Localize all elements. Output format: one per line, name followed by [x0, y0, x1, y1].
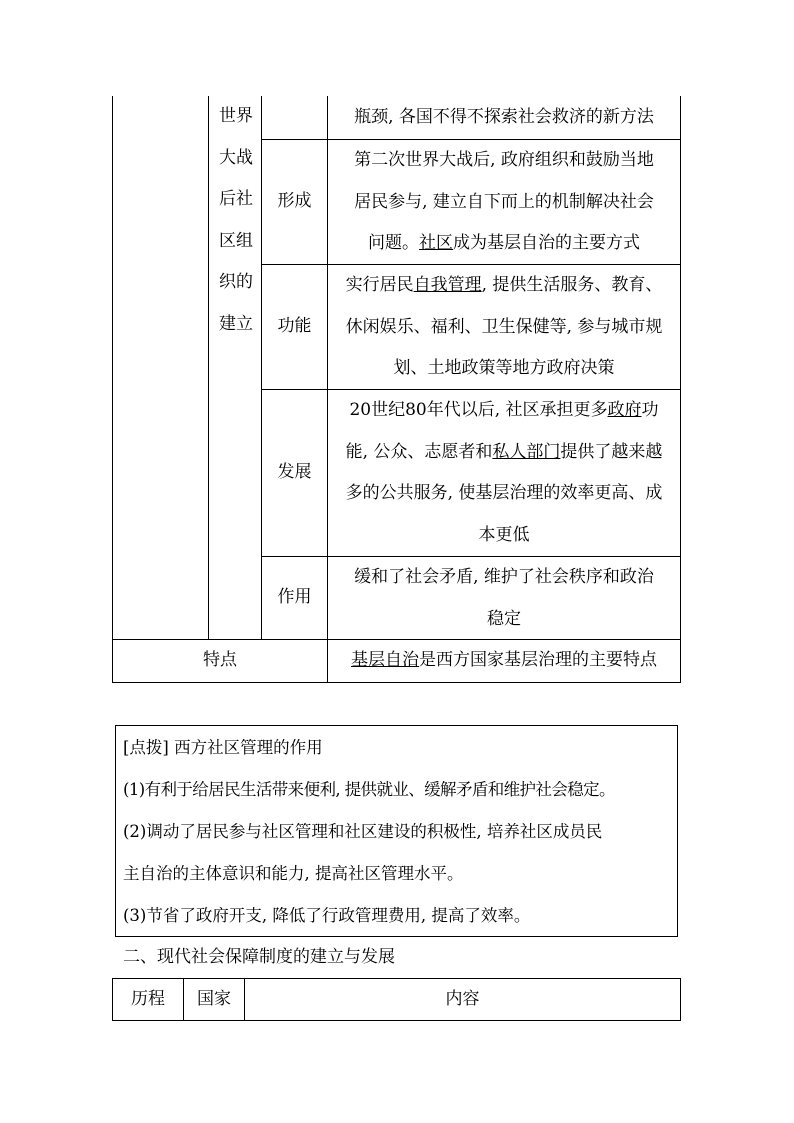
text-segment: 成为基层自治的主要方式	[453, 233, 640, 253]
tip-item-2-cont: 主自治的主体意识和能力, 提高社区管理水平。	[123, 864, 464, 883]
text-segment: 本更低	[478, 524, 530, 545]
content-line	[328, 557, 680, 599]
content-line	[328, 390, 680, 432]
text-segment: 问题。	[368, 233, 419, 253]
header-country: 国家	[197, 989, 231, 1009]
text-segment: 稳定	[487, 608, 521, 629]
underlined-term: 自我管理	[413, 275, 482, 295]
text-segment: 是西方国家基层治理的主要特点	[419, 650, 657, 670]
section-label-line: 织的	[219, 272, 253, 292]
section-label-postwar-community	[214, 96, 258, 345]
content-cell-intro	[328, 97, 680, 139]
underlined-term: 基层自治	[351, 650, 419, 670]
header-content: 内容	[445, 989, 480, 1009]
text-segment: 瓶颈, 各国不得不探索社会救济的新方法	[354, 107, 654, 127]
section-label-line: 区组	[219, 230, 253, 251]
underlined-term: 政府	[607, 400, 642, 420]
row-label-function: 功能	[277, 316, 312, 336]
tip-item-2: (2)调动了居民参与社区管理和社区建设的积极性, 培养社区成员民	[123, 822, 603, 841]
text-segment: 多的公共服务, 使基层治理的效率更高、成	[345, 483, 663, 503]
row-label-feature: 特点	[203, 650, 237, 670]
text-segment: 20世纪80年代以后, 社区承担更多	[349, 400, 608, 420]
content-line	[328, 307, 680, 349]
tip-item-1: (1)有利于给居民生活带来便利, 提供就业、缓解矛盾和维护社会稳定。	[123, 780, 615, 799]
content-line	[328, 97, 680, 139]
text-segment: 提供了越来越	[560, 441, 663, 462]
text-segment: 实行居民	[345, 275, 414, 295]
section-label-line: 大战	[219, 147, 253, 168]
text-segment: 功	[641, 400, 659, 420]
underlined-term: 社区	[419, 233, 453, 253]
text-segment: 第二次世界大战后, 政府组织和鼓励当地	[354, 150, 654, 170]
section-label-line: 世界	[219, 106, 253, 126]
content-cell-function	[328, 265, 680, 390]
content-line	[328, 265, 680, 307]
content-cell-formation	[328, 140, 680, 265]
underlined-term: 私人部门	[492, 441, 561, 462]
content-line	[328, 432, 680, 474]
row-label-role: 作用	[277, 587, 312, 607]
tip-title: [点拨] 西方社区管理的作用	[123, 738, 323, 757]
content-cell-development	[328, 390, 680, 556]
content-cell-feature	[328, 640, 680, 682]
content-line	[328, 515, 680, 557]
social-security-table	[112, 978, 681, 1021]
content-line	[328, 599, 680, 641]
text-segment: , 提供生活服务、教育、	[481, 275, 663, 295]
tip-item-3: (3)节省了政府开支, 降低了行政管理费用, 提高了效率。	[123, 906, 531, 925]
text-segment: 缓和了社会矛盾, 维护了社会秩序和政治	[354, 567, 654, 587]
row-label-development: 发展	[277, 462, 312, 482]
section-label-line: 建立	[219, 313, 253, 334]
tip-box	[115, 725, 678, 937]
header-stage: 历程	[131, 989, 165, 1009]
content-line	[328, 182, 680, 224]
section-label-line: 后社	[219, 189, 253, 209]
content-line	[328, 473, 680, 515]
content-cell-role	[328, 557, 680, 640]
text-segment: 居民参与, 建立自下而上的机制解决社会	[354, 191, 654, 212]
row-label-formation: 形成	[277, 191, 312, 211]
content-line	[328, 223, 680, 265]
text-segment: 划、土地政策等地方政府决策	[393, 358, 615, 378]
section-heading: 二、现代社会保障制度的建立与发展	[123, 947, 395, 967]
text-segment: 能, 公众、志愿者和	[345, 441, 493, 462]
content-line	[328, 348, 680, 390]
content-line	[328, 640, 680, 682]
text-segment: 休闲娱乐、福利、卫生保健等, 参与城市规	[345, 316, 663, 337]
content-line	[328, 140, 680, 182]
